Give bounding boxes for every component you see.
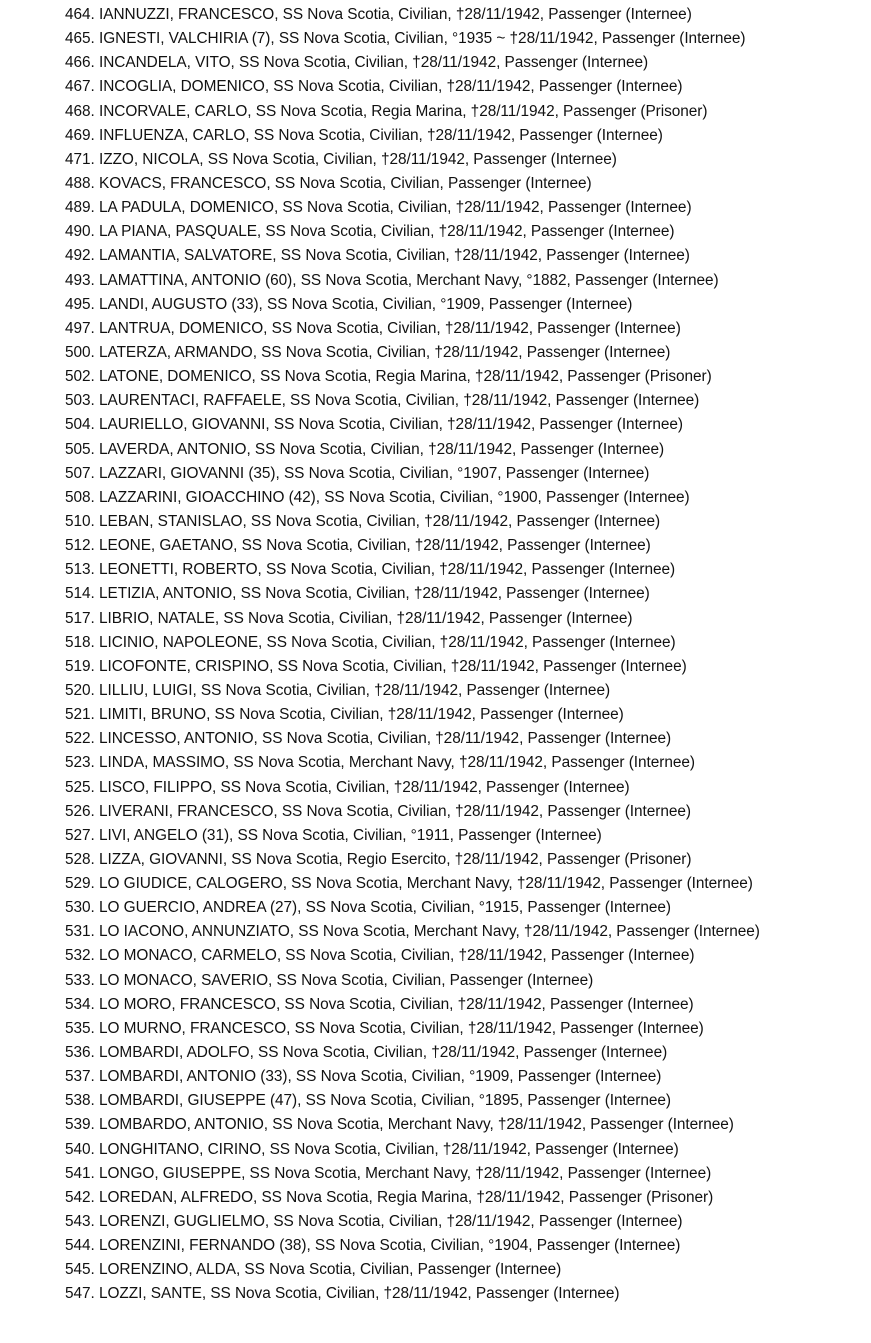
- list-item: [65, 28, 865, 52]
- entry-number: 504.: [65, 416, 95, 434]
- entry-number: 497.: [65, 319, 95, 337]
- list-item: [65, 970, 865, 994]
- entry-text: LIZZA, GIOVANNI, SS Nova Scotia, Regio Esercito, †28/11/1942, Passenger (Prisoner): [99, 850, 692, 868]
- entry-text: LOZZI, SANTE, SS Nova Scotia, Civilian, †28/11/1942, Passenger (Internee): [99, 1285, 620, 1303]
- list-item: [65, 583, 865, 607]
- entry-number: 490.: [65, 223, 95, 241]
- entry-text: LIBRIO, NATALE, SS Nova Scotia, Civilian, †28/11/1942, Passenger (Internee): [99, 609, 633, 627]
- list-item: [65, 1042, 865, 1066]
- entry-text: LICOFONTE, CRISPINO, SS Nova Scotia, Civilian, †28/11/1942, Passenger (Internee): [99, 657, 687, 675]
- entry-number: 521.: [65, 706, 95, 724]
- entry-text: LOREDAN, ALFREDO, SS Nova Scotia, Regia Marina, †28/11/1942, Passenger (Prisoner): [99, 1188, 714, 1206]
- entry-text: LINCESSO, ANTONIO, SS Nova Scotia, Civilian, †28/11/1942, Passenger (Internee): [99, 730, 672, 748]
- entry-text: IGNESTI, VALCHIRIA (7), SS Nova Scotia, Civilian, °1935 ~ †28/11/1942, Passenger (Internee): [99, 30, 746, 48]
- entry-number: 547.: [65, 1285, 95, 1303]
- entry-text: LAURENTACI, RAFFAELE, SS Nova Scotia, Civilian, †28/11/1942, Passenger (Internee): [99, 392, 700, 410]
- entry-number: 529.: [65, 875, 95, 893]
- list-item: [65, 1235, 865, 1259]
- list-item: [65, 1139, 865, 1163]
- entry-number: 543.: [65, 1213, 95, 1231]
- entry-text: INCORVALE, CARLO, SS Nova Scotia, Regia Marina, †28/11/1942, Passenger (Prisoner): [99, 102, 708, 120]
- entry-text: LA PIANA, PASQUALE, SS Nova Scotia, Civilian, †28/11/1942, Passenger (Internee): [99, 223, 675, 241]
- list-item: [65, 294, 865, 318]
- list-item: [65, 921, 865, 945]
- entry-number: 532.: [65, 947, 95, 965]
- list-item: [65, 318, 865, 342]
- list-item: [65, 680, 865, 704]
- list-item: [65, 4, 865, 28]
- list-item: [65, 559, 865, 583]
- entry-number: 519.: [65, 657, 95, 675]
- list-item: [65, 777, 865, 801]
- entry-number: 505.: [65, 440, 95, 458]
- list-item: [65, 801, 865, 825]
- entry-text: LORENZINI, FERNANDO (38), SS Nova Scotia, Civilian, °1904, Passenger (Internee): [99, 1237, 681, 1255]
- list-item: [65, 1114, 865, 1138]
- entry-text: INFLUENZA, CARLO, SS Nova Scotia, Civilian, †28/11/1942, Passenger (Internee): [99, 126, 663, 144]
- entry-text: LO MONACO, SAVERIO, SS Nova Scotia, Civilian, Passenger (Internee): [99, 971, 594, 989]
- list-item: [65, 173, 865, 197]
- entry-text: LIVI, ANGELO (31), SS Nova Scotia, Civilian, °1911, Passenger (Internee): [99, 826, 602, 844]
- list-item: [65, 1066, 865, 1090]
- entry-text: INCANDELA, VITO, SS Nova Scotia, Civilian, †28/11/1942, Passenger (Internee): [99, 54, 649, 72]
- entry-number: 503.: [65, 392, 95, 410]
- entry-text: LAMATTINA, ANTONIO (60), SS Nova Scotia, Merchant Navy, °1882, Passenger (Internee): [99, 271, 719, 289]
- entry-number: 540.: [65, 1140, 95, 1158]
- entry-number: 526.: [65, 802, 95, 820]
- entry-text: LONGO, GIUSEPPE, SS Nova Scotia, Merchant Navy, †28/11/1942, Passenger (Internee): [99, 1164, 712, 1182]
- entry-number: 512.: [65, 537, 95, 555]
- entry-number: 517.: [65, 609, 95, 627]
- entry-number: 531.: [65, 923, 95, 941]
- entry-number: 502.: [65, 368, 95, 386]
- entry-number: 527.: [65, 826, 95, 844]
- entry-number: 488.: [65, 174, 95, 192]
- entry-text: LIVERANI, FRANCESCO, SS Nova Scotia, Civilian, †28/11/1942, Passenger (Internee): [99, 802, 691, 820]
- entry-text: INCOGLIA, DOMENICO, SS Nova Scotia, Civilian, †28/11/1942, Passenger (Internee): [99, 78, 683, 96]
- entry-text: IANNUZZI, FRANCESCO, SS Nova Scotia, Civilian, †28/11/1942, Passenger (Internee): [99, 6, 692, 23]
- list-item: [65, 1259, 865, 1283]
- list-item: [65, 221, 865, 245]
- list-item: [65, 632, 865, 656]
- entry-number: 492.: [65, 247, 95, 265]
- entry-number: 541.: [65, 1164, 95, 1182]
- list-item: [65, 342, 865, 366]
- entry-number: 545.: [65, 1261, 95, 1279]
- list-item: [65, 1211, 865, 1235]
- list-item: [65, 728, 865, 752]
- list-item: [65, 439, 865, 463]
- list-item: [65, 125, 865, 149]
- entry-text: LORENZI, GUGLIELMO, SS Nova Scotia, Civilian, †28/11/1942, Passenger (Internee): [99, 1213, 683, 1231]
- list-item: [65, 1163, 865, 1187]
- list-item: [65, 535, 865, 559]
- entry-text: LOMBARDI, ADOLFO, SS Nova Scotia, Civilian, †28/11/1942, Passenger (Internee): [99, 1044, 668, 1062]
- list-item: [65, 414, 865, 438]
- list-item: [65, 704, 865, 728]
- entry-number: 465.: [65, 30, 95, 48]
- entry-number: 489.: [65, 199, 95, 217]
- list-item: [65, 101, 865, 125]
- entry-text: LICINIO, NAPOLEONE, SS Nova Scotia, Civilian, †28/11/1942, Passenger (Internee): [99, 633, 676, 651]
- entry-text: LANDI, AUGUSTO (33), SS Nova Scotia, Civilian, °1909, Passenger (Internee): [99, 295, 633, 313]
- list-item: [65, 76, 865, 100]
- entry-number: 471.: [65, 150, 95, 168]
- entry-text: LETIZIA, ANTONIO, SS Nova Scotia, Civilian, †28/11/1942, Passenger (Internee): [99, 585, 650, 603]
- list-item: [65, 608, 865, 632]
- entry-text: LAZZARI, GIOVANNI (35), SS Nova Scotia, Civilian, °1907, Passenger (Internee): [99, 464, 650, 482]
- entry-number: 467.: [65, 78, 95, 96]
- entry-number: 528.: [65, 850, 95, 868]
- entry-number: 522.: [65, 730, 95, 748]
- list-item: [65, 994, 865, 1018]
- entry-number: 508.: [65, 488, 95, 506]
- list-item: [65, 873, 865, 897]
- entry-number: 523.: [65, 754, 95, 772]
- entry-number: 514.: [65, 585, 95, 603]
- casualty-list: [65, 4, 865, 1308]
- entry-number: 520.: [65, 681, 95, 699]
- entry-text: LATERZA, ARMANDO, SS Nova Scotia, Civilian, †28/11/1942, Passenger (Internee): [99, 343, 671, 361]
- list-item: [65, 197, 865, 221]
- entry-text: LEONE, GAETANO, SS Nova Scotia, Civilian, †28/11/1942, Passenger (Internee): [99, 537, 651, 555]
- list-item: [65, 1090, 865, 1114]
- entry-number: 464.: [65, 6, 95, 23]
- entry-number: 535.: [65, 1019, 95, 1037]
- entry-number: 544.: [65, 1237, 95, 1255]
- entry-number: 469.: [65, 126, 95, 144]
- entry-number: 513.: [65, 561, 95, 579]
- list-item: [65, 897, 865, 921]
- entry-text: LAMANTIA, SALVATORE, SS Nova Scotia, Civilian, †28/11/1942, Passenger (Internee): [99, 247, 690, 265]
- entry-text: LAVERDA, ANTONIO, SS Nova Scotia, Civilian, †28/11/1942, Passenger (Internee): [99, 440, 665, 458]
- list-item: [65, 149, 865, 173]
- entry-text: LO MONACO, CARMELO, SS Nova Scotia, Civilian, †28/11/1942, Passenger (Internee): [99, 947, 695, 965]
- entry-text: LANTRUA, DOMENICO, SS Nova Scotia, Civilian, †28/11/1942, Passenger (Internee): [99, 319, 681, 337]
- entry-number: 518.: [65, 633, 95, 651]
- entry-number: 468.: [65, 102, 95, 120]
- entry-number: 533.: [65, 971, 95, 989]
- list-item: [65, 511, 865, 535]
- entry-number: 530.: [65, 899, 95, 917]
- entry-text: LO GIUDICE, CALOGERO, SS Nova Scotia, Merchant Navy, †28/11/1942, Passenger (Internee): [99, 875, 753, 893]
- entry-number: 495.: [65, 295, 95, 313]
- entry-text: LOMBARDI, ANTONIO (33), SS Nova Scotia, Civilian, °1909, Passenger (Internee): [99, 1068, 662, 1086]
- entry-text: LORENZINO, ALDA, SS Nova Scotia, Civilian, Passenger (Internee): [99, 1261, 562, 1279]
- entry-text: LAURIELLO, GIOVANNI, SS Nova Scotia, Civilian, †28/11/1942, Passenger (Internee): [99, 416, 683, 434]
- list-item: [65, 849, 865, 873]
- entry-number: 493.: [65, 271, 95, 289]
- list-item: [65, 366, 865, 390]
- entry-text: LO GUERCIO, ANDREA (27), SS Nova Scotia, Civilian, °1915, Passenger (Internee): [99, 899, 671, 917]
- entry-text: LO MURNO, FRANCESCO, SS Nova Scotia, Civilian, †28/11/1942, Passenger (Internee): [99, 1019, 704, 1037]
- entry-text: LIMITI, BRUNO, SS Nova Scotia, Civilian, †28/11/1942, Passenger (Internee): [99, 706, 624, 724]
- entry-text: LO IACONO, ANNUNZIATO, SS Nova Scotia, Merchant Navy, †28/11/1942, Passenger (Internee): [99, 923, 760, 941]
- entry-number: 510.: [65, 512, 95, 530]
- entry-text: LOMBARDO, ANTONIO, SS Nova Scotia, Merchant Navy, †28/11/1942, Passenger (Internee): [99, 1116, 734, 1134]
- entry-number: 537.: [65, 1068, 95, 1086]
- list-item: [65, 825, 865, 849]
- entry-text: LEBAN, STANISLAO, SS Nova Scotia, Civilian, †28/11/1942, Passenger (Internee): [99, 512, 661, 530]
- entry-number: 507.: [65, 464, 95, 482]
- list-item: [65, 463, 865, 487]
- entry-text: LA PADULA, DOMENICO, SS Nova Scotia, Civilian, †28/11/1942, Passenger (Internee): [99, 199, 692, 217]
- list-item: [65, 1187, 865, 1211]
- entry-number: 538.: [65, 1092, 95, 1110]
- entry-text: LINDA, MASSIMO, SS Nova Scotia, Merchant Navy, †28/11/1942, Passenger (Internee): [99, 754, 695, 772]
- entry-number: 500.: [65, 343, 95, 361]
- entry-text: KOVACS, FRANCESCO, SS Nova Scotia, Civilian, Passenger (Internee): [99, 174, 592, 192]
- list-item: [65, 1018, 865, 1042]
- list-item: [65, 945, 865, 969]
- entry-text: IZZO, NICOLA, SS Nova Scotia, Civilian, †28/11/1942, Passenger (Internee): [99, 150, 617, 168]
- entry-number: 539.: [65, 1116, 95, 1134]
- entry-text: LAZZARINI, GIOACCHINO (42), SS Nova Scotia, Civilian, °1900, Passenger (Internee): [99, 488, 690, 506]
- list-item: [65, 487, 865, 511]
- list-item: [65, 1283, 865, 1307]
- entry-text: LEONETTI, ROBERTO, SS Nova Scotia, Civilian, †28/11/1942, Passenger (Internee): [99, 561, 676, 579]
- entry-text: LOMBARDI, GIUSEPPE (47), SS Nova Scotia, Civilian, °1895, Passenger (Internee): [99, 1092, 671, 1110]
- list-item: [65, 245, 865, 269]
- entry-text: LATONE, DOMENICO, SS Nova Scotia, Regia Marina, †28/11/1942, Passenger (Prisoner): [99, 368, 712, 386]
- list-item: [65, 270, 865, 294]
- entry-number: 525.: [65, 778, 95, 796]
- entry-text: LO MORO, FRANCESCO, SS Nova Scotia, Civilian, †28/11/1942, Passenger (Internee): [99, 995, 694, 1013]
- list-item: [65, 752, 865, 776]
- list-item: [65, 656, 865, 680]
- entry-text: LILLIU, LUIGI, SS Nova Scotia, Civilian, †28/11/1942, Passenger (Internee): [99, 681, 611, 699]
- entry-number: 536.: [65, 1044, 95, 1062]
- entry-number: 542.: [65, 1188, 95, 1206]
- entry-number: 534.: [65, 995, 95, 1013]
- entry-number: 466.: [65, 54, 95, 72]
- entry-text: LONGHITANO, CIRINO, SS Nova Scotia, Civilian, †28/11/1942, Passenger (Internee): [99, 1140, 679, 1158]
- list-item: [65, 52, 865, 76]
- entry-text: LISCO, FILIPPO, SS Nova Scotia, Civilian, †28/11/1942, Passenger (Internee): [99, 778, 630, 796]
- list-item: [65, 390, 865, 414]
